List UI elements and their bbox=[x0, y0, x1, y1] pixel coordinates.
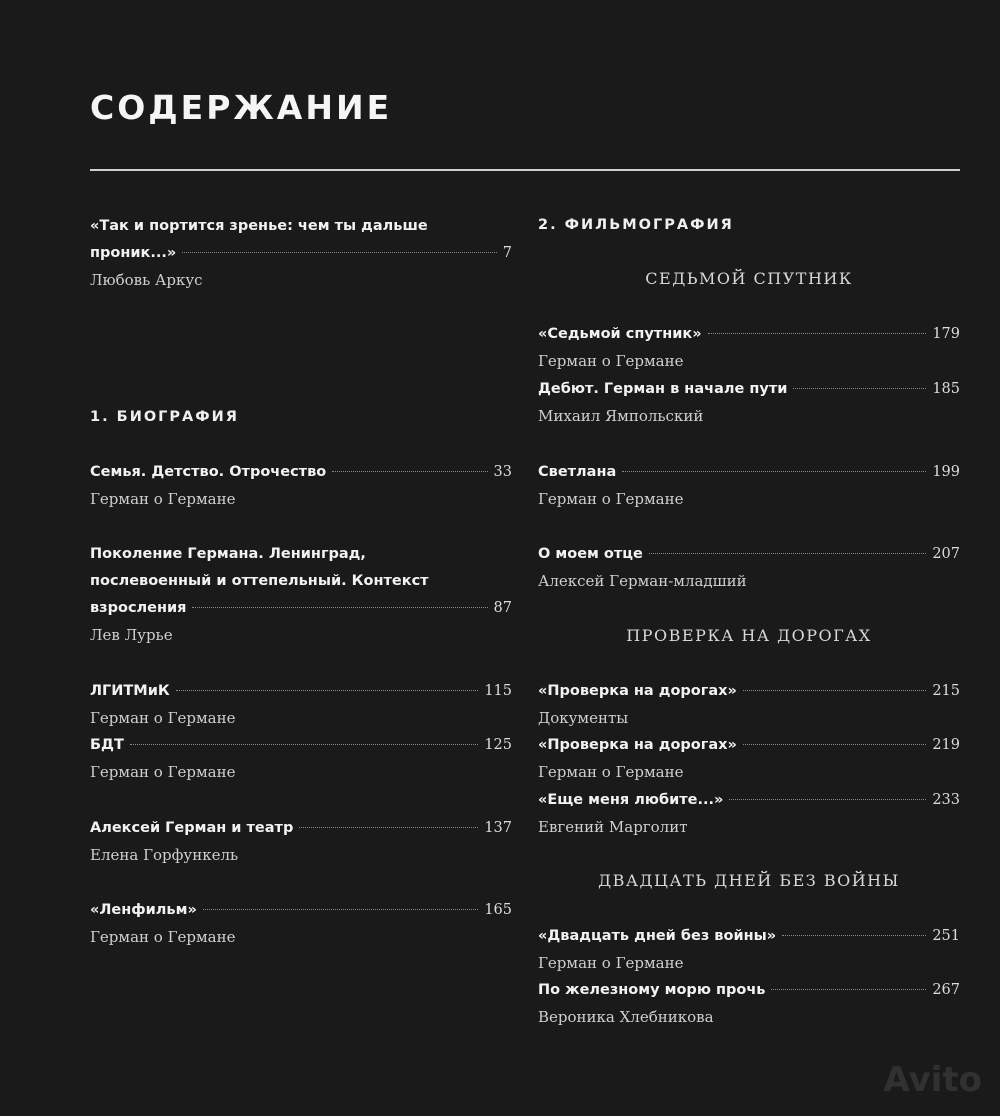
page-number: 115 bbox=[484, 683, 512, 699]
toc-entry[interactable] bbox=[538, 977, 960, 1031]
entry-title: «Так и портится зренье: чем ты дальше bbox=[90, 218, 428, 234]
entry-title: По железному морю прочь bbox=[538, 982, 766, 998]
entry-title: «Седьмой спутник» bbox=[538, 326, 702, 342]
entry-title: «Проверка на дорогах» bbox=[538, 683, 737, 699]
film-subheading: ПРОВЕРКА НА ДОРОГАХ bbox=[626, 626, 872, 645]
toc-entry[interactable] bbox=[538, 459, 960, 513]
toc-entry[interactable] bbox=[538, 732, 960, 786]
entry-author: Вероника Хлебникова bbox=[538, 1008, 714, 1026]
entry-title: Дебют. Герман в начале пути bbox=[538, 381, 788, 397]
leader-dots bbox=[729, 799, 926, 800]
page-number: 185 bbox=[932, 381, 960, 397]
entry-title: «Проверка на дорогах» bbox=[538, 737, 737, 753]
toc-entry[interactable] bbox=[538, 787, 960, 841]
toc-entry[interactable] bbox=[90, 815, 512, 869]
entry-author: Герман о Германе bbox=[538, 954, 684, 972]
page-number: 233 bbox=[932, 792, 960, 808]
entry-author: Елена Горфункель bbox=[90, 846, 239, 864]
leader-dots bbox=[782, 935, 926, 936]
entry-title: Поколение Германа. Ленинград, bbox=[90, 546, 366, 562]
leader-dots bbox=[192, 607, 487, 608]
leader-dots bbox=[182, 252, 496, 253]
entry-author: Герман о Германе bbox=[538, 763, 684, 781]
entry-author: Документы bbox=[538, 709, 629, 727]
toc-entry[interactable] bbox=[538, 541, 960, 595]
entry-author: Лев Лурье bbox=[90, 626, 173, 644]
entry-author: Герман о Германе bbox=[90, 490, 236, 508]
entry-title-cont: проник...» bbox=[90, 245, 177, 261]
page-title: СОДЕРЖАНИЕ bbox=[90, 88, 393, 127]
film-subheading: СЕДЬМОЙ СПУТНИК bbox=[645, 269, 853, 288]
leader-dots bbox=[203, 909, 478, 910]
film-subheading: ДВАДЦАТЬ ДНЕЙ БЕЗ ВОЙНЫ bbox=[598, 871, 900, 890]
leader-dots bbox=[622, 471, 926, 472]
toc-entry[interactable] bbox=[90, 678, 512, 732]
page-number: 207 bbox=[932, 546, 960, 562]
leader-dots bbox=[130, 744, 478, 745]
entry-author: Евгений Марголит bbox=[538, 818, 688, 836]
leader-dots bbox=[771, 989, 926, 990]
leader-dots bbox=[743, 744, 926, 745]
leader-dots bbox=[708, 333, 927, 334]
page-number: 137 bbox=[484, 820, 512, 836]
page-number: 87 bbox=[493, 600, 512, 616]
entry-title: ЛГИТМиК bbox=[90, 683, 170, 699]
toc-entry[interactable] bbox=[90, 897, 512, 951]
toc-entry[interactable] bbox=[538, 678, 960, 732]
entry-author: Герман о Германе bbox=[90, 763, 236, 781]
leader-dots bbox=[299, 827, 478, 828]
left-column bbox=[90, 0, 512, 1116]
entry-title: Светлана bbox=[538, 464, 617, 480]
toc-entry[interactable] bbox=[538, 923, 960, 977]
entry-title: «Ленфильм» bbox=[90, 902, 197, 918]
leader-dots bbox=[332, 471, 487, 472]
entry-title: БДТ bbox=[90, 737, 124, 753]
page-number: 219 bbox=[932, 737, 960, 753]
leader-dots bbox=[176, 690, 479, 691]
entry-title: «Еще меня любите...» bbox=[538, 792, 724, 808]
toc-entry[interactable] bbox=[538, 321, 960, 375]
page-number: 165 bbox=[484, 902, 512, 918]
entry-author: Алексей Герман-младший bbox=[538, 572, 747, 590]
entry-author: Михаил Ямпольский bbox=[538, 407, 704, 425]
section-heading-biography: 1. БИОГРАФИЯ bbox=[90, 409, 239, 425]
leader-dots bbox=[743, 690, 926, 691]
leader-dots bbox=[649, 553, 926, 554]
page-number: 215 bbox=[932, 683, 960, 699]
toc-entry[interactable] bbox=[90, 459, 512, 513]
entry-author: Герман о Германе bbox=[538, 490, 684, 508]
page-number: 179 bbox=[932, 326, 960, 342]
entry-title: Алексей Герман и театр bbox=[90, 820, 294, 836]
leader-dots bbox=[793, 388, 926, 389]
entry-author: Герман о Германе bbox=[90, 928, 236, 946]
entry-title: Семья. Детство. Отрочество bbox=[90, 464, 327, 480]
entry-author: Герман о Германе bbox=[538, 352, 684, 370]
watermark-logo: Avito bbox=[883, 1060, 982, 1100]
entry-title-cont: взросления bbox=[90, 600, 187, 616]
page-number: 267 bbox=[932, 982, 960, 998]
toc-entry[interactable] bbox=[90, 541, 512, 649]
entry-title: «Двадцать дней без войны» bbox=[538, 928, 777, 944]
right-column bbox=[538, 0, 960, 1116]
page-number: 33 bbox=[493, 464, 512, 480]
toc-entry[interactable] bbox=[538, 376, 960, 430]
entry-title-cont: послевоенный и оттепельный. Контекст bbox=[90, 573, 429, 589]
toc-entry[interactable] bbox=[90, 732, 512, 786]
section-heading-filmography: 2. ФИЛЬМОГРАФИЯ bbox=[538, 217, 734, 233]
entry-author: Любовь Аркус bbox=[90, 271, 203, 289]
page-number: 125 bbox=[484, 737, 512, 753]
toc-entry-intro[interactable] bbox=[90, 213, 512, 294]
entry-author: Герман о Германе bbox=[90, 709, 236, 727]
page-number: 199 bbox=[932, 464, 960, 480]
entry-title: О моем отце bbox=[538, 546, 643, 562]
page-number: 7 bbox=[502, 245, 512, 261]
page-number: 251 bbox=[932, 928, 960, 944]
